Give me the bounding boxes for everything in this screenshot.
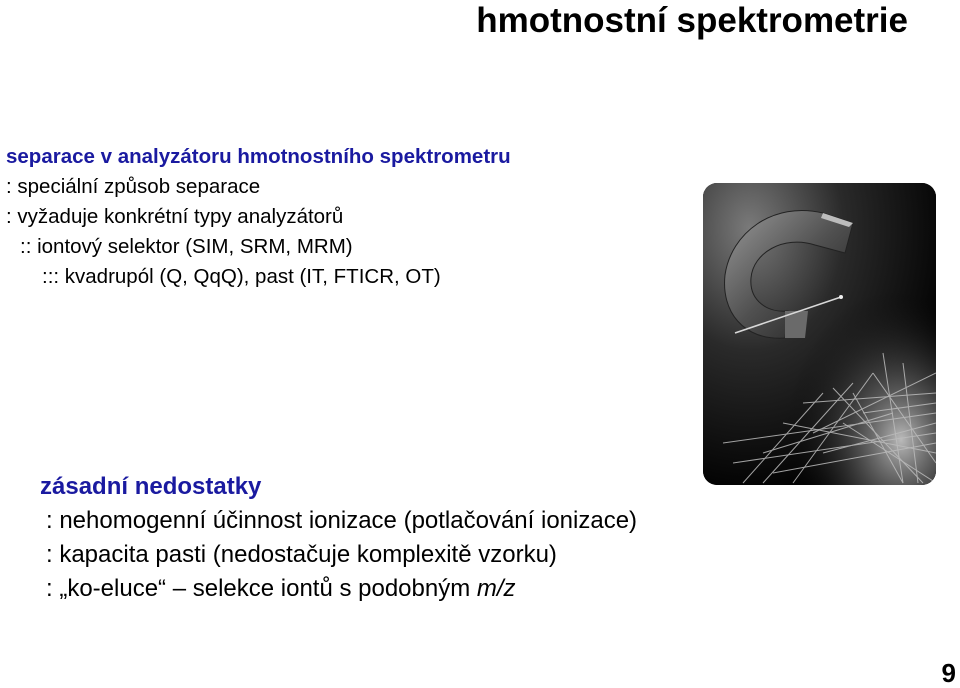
bullet-line: : kapacita pasti (nedostačuje komplexitě vzorku) bbox=[46, 541, 557, 568]
section-separation bbox=[6, 142, 511, 292]
page-number: 9 bbox=[941, 658, 956, 688]
bullet-line: : vyžaduje konkrétní typy analyzátorů bbox=[6, 205, 344, 228]
mz-italic: m/z bbox=[476, 575, 516, 602]
slide-title: hmotnostní spektrometrie bbox=[476, 1, 908, 40]
bullet-line: : speciální způsob separace bbox=[6, 175, 261, 198]
bullet-line-text: : „ko-eluce“ – selekce iontů s podobným bbox=[46, 575, 477, 602]
section-heading: separace v analyzátoru hmotnostního spektrometru bbox=[6, 145, 511, 168]
bullet-line: : nehomogenní účinnost ionizace (potlačování ionizace) bbox=[46, 507, 638, 534]
bullet-line: ::: kvadrupól (Q, QqQ), past (IT, FTICR, OT) bbox=[42, 265, 441, 288]
bullet-line bbox=[40, 572, 637, 606]
section-shortcomings bbox=[40, 470, 637, 606]
bullet-line: :: iontový selektor (SIM, SRM, MRM) bbox=[20, 235, 353, 258]
section-heading: zásadní nedostatky bbox=[40, 473, 262, 500]
magnet-needle-haystack-image bbox=[703, 183, 936, 485]
